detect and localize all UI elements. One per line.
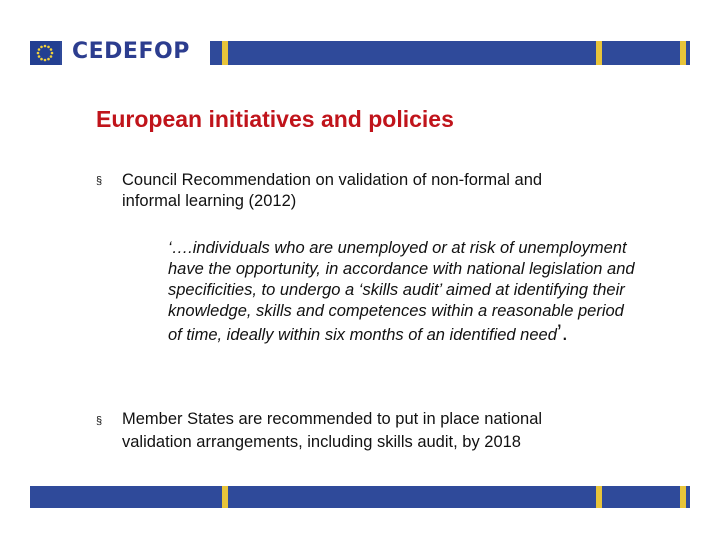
quote-block	[168, 238, 638, 346]
banner-stripe	[680, 486, 686, 508]
bullet-marker: §	[96, 175, 103, 187]
banner-stripe	[222, 41, 228, 65]
bottom-banner	[30, 486, 690, 508]
quote-closing: ’.	[556, 320, 568, 345]
quote-text: ‘….individuals who are unemployed or at risk of unemployment have the opportunity, in accordance with national legislation and specificities, to undergo a ‘skills audit’ aimed at identifying their knowledge, skills and competences within a reasonable period of time, ideally within six months of an identified need	[168, 239, 635, 344]
banner-stripe	[222, 486, 228, 508]
bullet-marker: §	[96, 415, 103, 427]
cedefop-logo: CEDEFOP	[72, 39, 190, 64]
banner-stripe	[680, 41, 686, 65]
banner-stripe	[596, 486, 602, 508]
eu-stars-icon	[30, 41, 60, 65]
banner-stripe	[596, 41, 602, 65]
slide-title: European initiatives and policies	[96, 106, 454, 132]
bullet-text: Council Recommendation on validation of non-formal and informal learning (2012)	[122, 171, 543, 210]
bullet-text: Member States are recommended to put in place national validation arrangements, including skills audit, by 2018	[122, 410, 543, 451]
eu-flag-logo	[30, 41, 60, 65]
